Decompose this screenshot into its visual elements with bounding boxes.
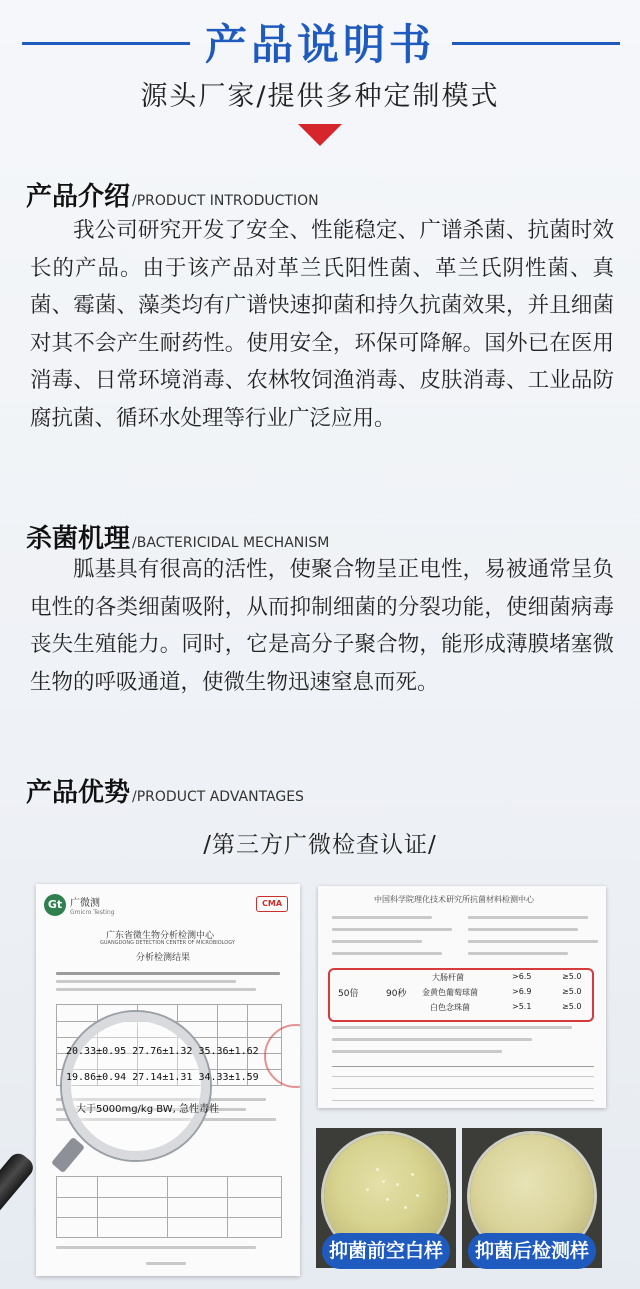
report2-organism-2: 金黄色葡萄球菌	[422, 988, 478, 997]
section-title-zh: 产品介绍	[26, 182, 131, 212]
magnified-row-2: 19.86±0.94 27.14±1.31 34.33±1.59	[66, 1072, 259, 1083]
section-title-zh: 杀菌机理	[26, 524, 131, 554]
report2-time: 90秒	[386, 989, 407, 999]
page-title: 产品说明书	[204, 20, 435, 69]
magnifier-handle	[0, 1150, 37, 1243]
certification-caption: /第三方广微检查认证/	[203, 832, 437, 858]
section-heading-advantages	[26, 772, 304, 809]
report-center-name: 广东省微生物分析检测中心	[106, 931, 215, 941]
report-title: 分析检测结果	[136, 953, 191, 963]
report2-value-2: >6.9	[512, 987, 532, 996]
section-title-en: /PRODUCT INTRODUCTION	[132, 193, 319, 209]
report2-center-name: 中国科学院理化技术研究所抗菌材料检测中心	[374, 895, 534, 904]
section-heading-intro	[26, 176, 319, 213]
section-title-zh: 产品优势	[26, 778, 131, 808]
magnified-row-1: 20.33±0.95 27.76±1.32 35.36±1.62	[66, 1046, 259, 1057]
report2-standard-2: ≥5.0	[562, 987, 582, 996]
brand-name-en: Gmicro Testing	[70, 909, 115, 916]
page-subtitle: 源头厂家/提供多种定制模式	[140, 81, 500, 112]
report-center-name-en: GUANGDONG DETECTION CENTER OF MICROBIOLOGY	[100, 940, 235, 946]
report-table-2	[56, 1176, 282, 1238]
magnified-row-3: 大于5000mg/kg BW, 急性毒性	[76, 1104, 219, 1115]
report2-value-3: >5.1	[512, 1002, 532, 1011]
gmicro-logo-icon: Gt	[44, 894, 66, 916]
gmicro-logo	[44, 894, 114, 916]
report2-standard-1: ≥5.0	[562, 972, 582, 981]
report2-organism-1: 大肠杆菌	[432, 973, 464, 982]
section-title-en: /BACTERICIDAL MECHANISM	[132, 535, 330, 551]
report2-dose: 50倍	[338, 989, 359, 999]
magnifying-glass-icon	[62, 1012, 210, 1160]
brand-name: 广微测	[70, 898, 100, 909]
section-title-en: /PRODUCT ADVANTAGES	[132, 789, 304, 805]
section-body-mechanism: 胍基具有很高的活性，使聚合物呈正电性，易被通常呈负电性的各类细菌吸附，从而抑制细菌的分裂功能，使细菌病毒丧失生殖能力。同时，它是高分子聚合物，能形成薄膜堵塞微生物的呼吸通道，使微生物迅速窒息而死。	[30, 557, 614, 695]
down-arrow-icon	[298, 124, 342, 146]
highlight-box	[328, 968, 594, 1022]
section-heading-mechanism	[26, 518, 329, 555]
sample-label-after: 抑菌后检测样	[468, 1233, 596, 1269]
report2-organism-3: 白色念珠菌	[430, 1003, 470, 1012]
sample-label-before: 抑菌前空白样	[322, 1233, 450, 1269]
report2-value-1: >6.5	[512, 972, 532, 981]
report2-standard-3: ≥5.0	[562, 1002, 582, 1011]
section-body-intro: 我公司研究开发了安全、性能稳定、广谱杀菌、抗菌时效长的产品。由于该产品对革兰氏阳性菌、革兰氏阴性菌、真菌、霉菌、藻类均有广谱快速抑菌和持久抗菌效果，并且细菌对其不会产生耐药性。使用安全，环保可降解。国外已在医用消毒、日常环境消毒、农林牧饲渔消毒、皮肤消毒、工业品防腐抗菌、循环水处理等行业广泛应用。	[30, 218, 614, 431]
page-header	[0, 0, 640, 160]
cma-badge: CMA	[256, 896, 288, 912]
